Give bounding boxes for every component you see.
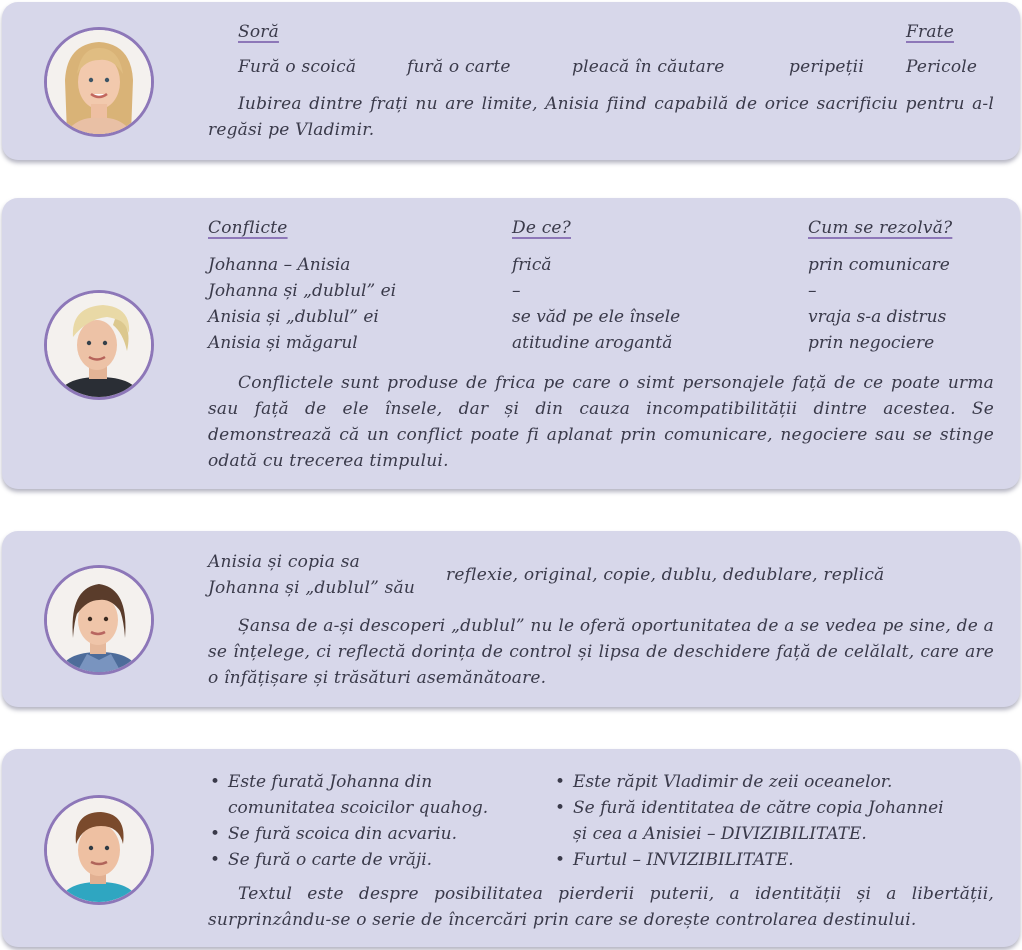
list-item: • Este răpit Vladimir de zeii oceanelor. — [553, 769, 944, 795]
table-row-conflict: Anisia și „dublul” ei — [208, 307, 379, 327]
right-bullet-list — [553, 769, 944, 873]
table-row-why: frică — [512, 255, 552, 275]
word-1: Fură o scoică — [238, 57, 357, 77]
girl-blonde-avatar — [44, 27, 154, 137]
list-item: și cea a Anisiei – DIVIZIBILITATE. — [573, 824, 867, 844]
list-item: • Furtul – INVIZIBILITATE. — [553, 847, 944, 873]
word-2: fură o carte — [407, 57, 511, 77]
keywords: reflexie, original, copie, dublu, dedublare, replică — [446, 565, 885, 585]
list-item: • Se fură o carte de vrăji. — [208, 847, 488, 873]
table-row-how: – — [808, 281, 817, 301]
table-row-conflict: Johanna – Anisia — [208, 255, 351, 275]
conflicts-column — [208, 252, 396, 356]
table-row-why: – — [512, 281, 521, 301]
bullet-icon: • — [210, 850, 221, 870]
list-item: • Este furată Johanna din — [208, 769, 488, 795]
bullet-icon: • — [210, 772, 221, 792]
how-column — [808, 252, 950, 356]
bullet-icon: • — [555, 772, 566, 792]
table-row-why: atitudine arogantă — [512, 333, 673, 353]
table-row-conflict: Anisia și măgarul — [208, 333, 358, 353]
table-row-why: se văd pe ele însele — [512, 307, 681, 327]
list-item: comunitatea scoicilor quahog. — [228, 798, 489, 818]
table-row-conflict: Johanna și „dublul” ei — [208, 281, 397, 301]
pair-anisia: Anisia și copia sa — [208, 552, 361, 572]
card-sister-brother — [2, 2, 1020, 160]
left-bullet-list — [208, 769, 488, 873]
boy-blond-avatar — [44, 290, 154, 400]
label-sister: Soră — [238, 22, 279, 42]
card-thefts — [2, 749, 1020, 947]
header-conflicts: Conflicte — [208, 218, 288, 238]
list-item: • Se fură scoica din acvariu. — [208, 821, 488, 847]
bullet-icon: • — [555, 850, 566, 870]
pair-johanna: Johanna și „dublul” său — [208, 578, 415, 598]
header-why: De ce? — [512, 218, 571, 238]
table-row-how: prin comunicare — [808, 255, 950, 275]
card1-paragraph: Iubirea dintre frați nu are limite, Anisia fiind capabilă de orice sacrificiu pentru a-l regăsi pe Vladimir. — [208, 94, 994, 140]
bullet-icon: • — [210, 824, 221, 844]
card-conflicts — [2, 198, 1020, 489]
list-item: • Se fură identitatea de către copia Johannei — [553, 795, 944, 821]
card2-paragraph: Conflictele sunt produse de frica pe care o simt personajele față de ce poate urma sau față de ele însele, dar și din cauza incompatibilității dintre acestea. Se demonstrează că un conflict poate fi aplanat prin comunicare, negociere sau se stinge odată cu trecerea timpului. — [208, 373, 994, 471]
why-column — [512, 252, 680, 356]
label-brother: Frate — [906, 22, 954, 42]
table-row-how: vraja s-a distrus — [808, 307, 947, 327]
boy-brown-hair-avatar — [44, 795, 154, 905]
table-row-how: prin negociere — [808, 333, 935, 353]
card-doubles — [2, 531, 1020, 707]
girl-brunette-avatar — [44, 565, 154, 675]
word-5: Pericole — [906, 57, 978, 77]
word-4: peripeții — [789, 57, 864, 77]
card3-paragraph: Șansa de a-și descoperi „dublul” nu le oferă oportunitatea de a se vedea pe sine, de a se înțelege, ci reflectă dorința de control și lipsa de deschidere față de celălalt, care are o înfățișare și trăsături asemănătoare. — [208, 616, 994, 688]
word-3: pleacă în căutare — [572, 57, 725, 77]
bullet-icon: • — [555, 798, 566, 818]
card4-paragraph: Textul este despre posibilitatea pierderii puterii, a identității și a libertății, surprinzându-se o serie de încercări prin care se dorește controlarea destinului. — [208, 884, 994, 930]
header-how: Cum se rezolvă? — [808, 218, 953, 238]
